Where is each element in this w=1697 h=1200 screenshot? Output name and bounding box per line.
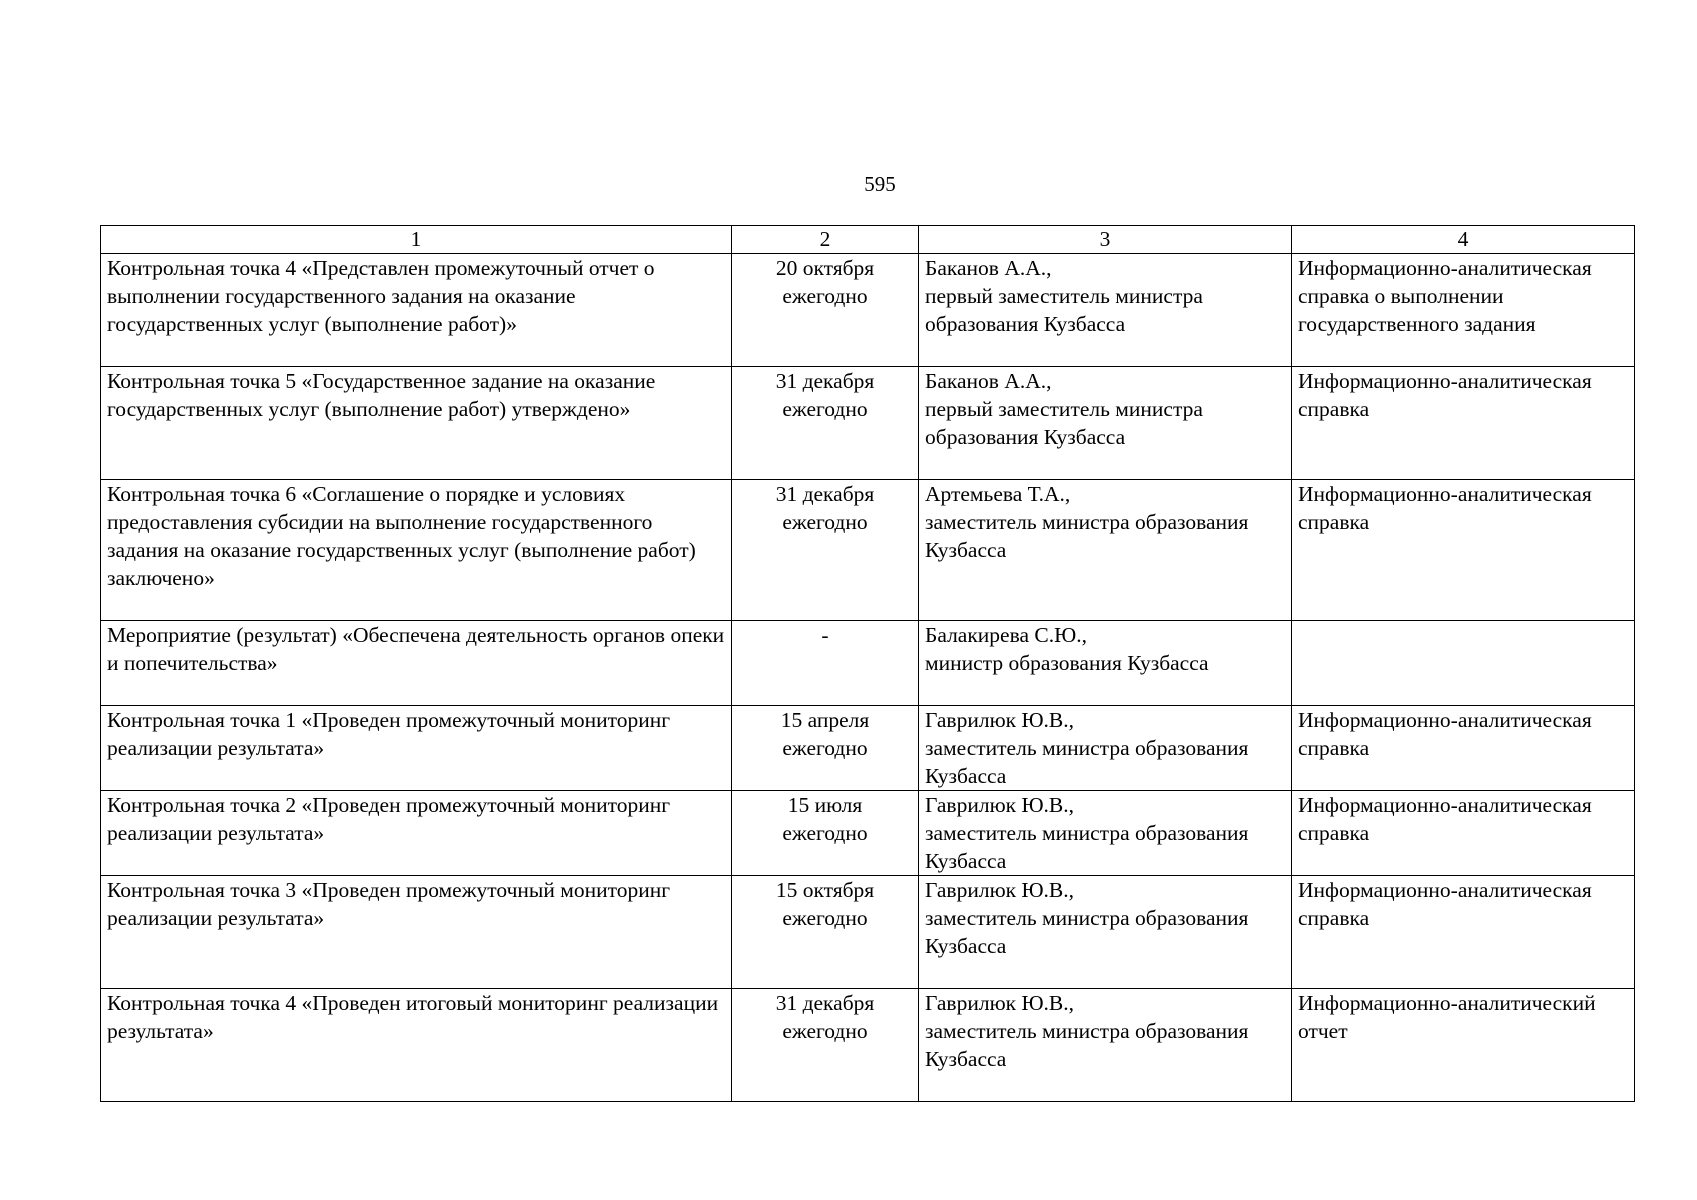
table-header-row <box>101 226 1635 254</box>
document-cell: Информационно-аналитическая справка <box>1292 876 1635 989</box>
date-cell: 15 июля ежегодно <box>732 791 919 876</box>
responsible-cell: Баканов А.А., первый заместитель министра образования Кузбасса <box>919 367 1292 480</box>
event-cell: Контрольная точка 5 «Государственное задание на оказание государственных услуг (выполнение работ) утверждено» <box>101 367 732 480</box>
event-cell: Мероприятие (результат) «Обеспечена деятельность органов опеки и попечительства» <box>101 621 732 706</box>
responsible-cell: Гаврилюк Ю.В., заместитель министра образования Кузбасса <box>919 989 1292 1102</box>
event-cell: Контрольная точка 3 «Проведен промежуточный мониторинг реализации результата» <box>101 876 732 989</box>
plan-table <box>100 225 1635 1102</box>
date-cell: 31 декабря ежегодно <box>732 367 919 480</box>
table-row <box>101 791 1635 876</box>
date-cell: 31 декабря ежегодно <box>732 989 919 1102</box>
table-row <box>101 254 1635 367</box>
event-cell: Контрольная точка 4 «Проведен итоговый мониторинг реализации результата» <box>101 989 732 1102</box>
table-row <box>101 480 1635 621</box>
document-cell <box>1292 621 1635 706</box>
event-cell: Контрольная точка 2 «Проведен промежуточный мониторинг реализации результата» <box>101 791 732 876</box>
document-cell: Информационно-аналитический отчет <box>1292 989 1635 1102</box>
column-header: 1 <box>101 226 732 254</box>
document-cell: Информационно-аналитическая справка о выполнении государственного задания <box>1292 254 1635 367</box>
column-header: 4 <box>1292 226 1635 254</box>
event-cell: Контрольная точка 1 «Проведен промежуточный мониторинг реализации результата» <box>101 706 732 791</box>
date-cell: 15 октября ежегодно <box>732 876 919 989</box>
date-cell: - <box>732 621 919 706</box>
column-header: 3 <box>919 226 1292 254</box>
table-row <box>101 876 1635 989</box>
responsible-cell: Гаврилюк Ю.В., заместитель министра образования Кузбасса <box>919 706 1292 791</box>
responsible-cell: Баканов А.А., первый заместитель министра образования Кузбасса <box>919 254 1292 367</box>
document-cell: Информационно-аналитическая справка <box>1292 367 1635 480</box>
responsible-cell: Гаврилюк Ю.В., заместитель министра образования Кузбасса <box>919 791 1292 876</box>
date-cell: 31 декабря ежегодно <box>732 480 919 621</box>
column-header: 2 <box>732 226 919 254</box>
document-cell: Информационно-аналитическая справка <box>1292 706 1635 791</box>
table-row <box>101 621 1635 706</box>
document-cell: Информационно-аналитическая справка <box>1292 791 1635 876</box>
document-cell: Информационно-аналитическая справка <box>1292 480 1635 621</box>
date-cell: 20 октября ежегодно <box>732 254 919 367</box>
event-cell: Контрольная точка 6 «Соглашение о порядке и условиях предоставления субсидии на выполнение государственного задания на оказание государственных услуг (выполнение работ) заключено» <box>101 480 732 621</box>
table-row <box>101 989 1635 1102</box>
table-row <box>101 367 1635 480</box>
table-row <box>101 706 1635 791</box>
date-cell: 15 апреля ежегодно <box>732 706 919 791</box>
event-cell: Контрольная точка 4 «Представлен промежуточный отчет о выполнении государственного задания на оказание государственных услуг (выполнение работ)» <box>101 254 732 367</box>
responsible-cell: Артемьева Т.А., заместитель министра образования Кузбасса <box>919 480 1292 621</box>
responsible-cell: Балакирева С.Ю., министр образования Кузбасса <box>919 621 1292 706</box>
responsible-cell: Гаврилюк Ю.В., заместитель министра образования Кузбасса <box>919 876 1292 989</box>
page-number: 595 <box>864 172 896 196</box>
